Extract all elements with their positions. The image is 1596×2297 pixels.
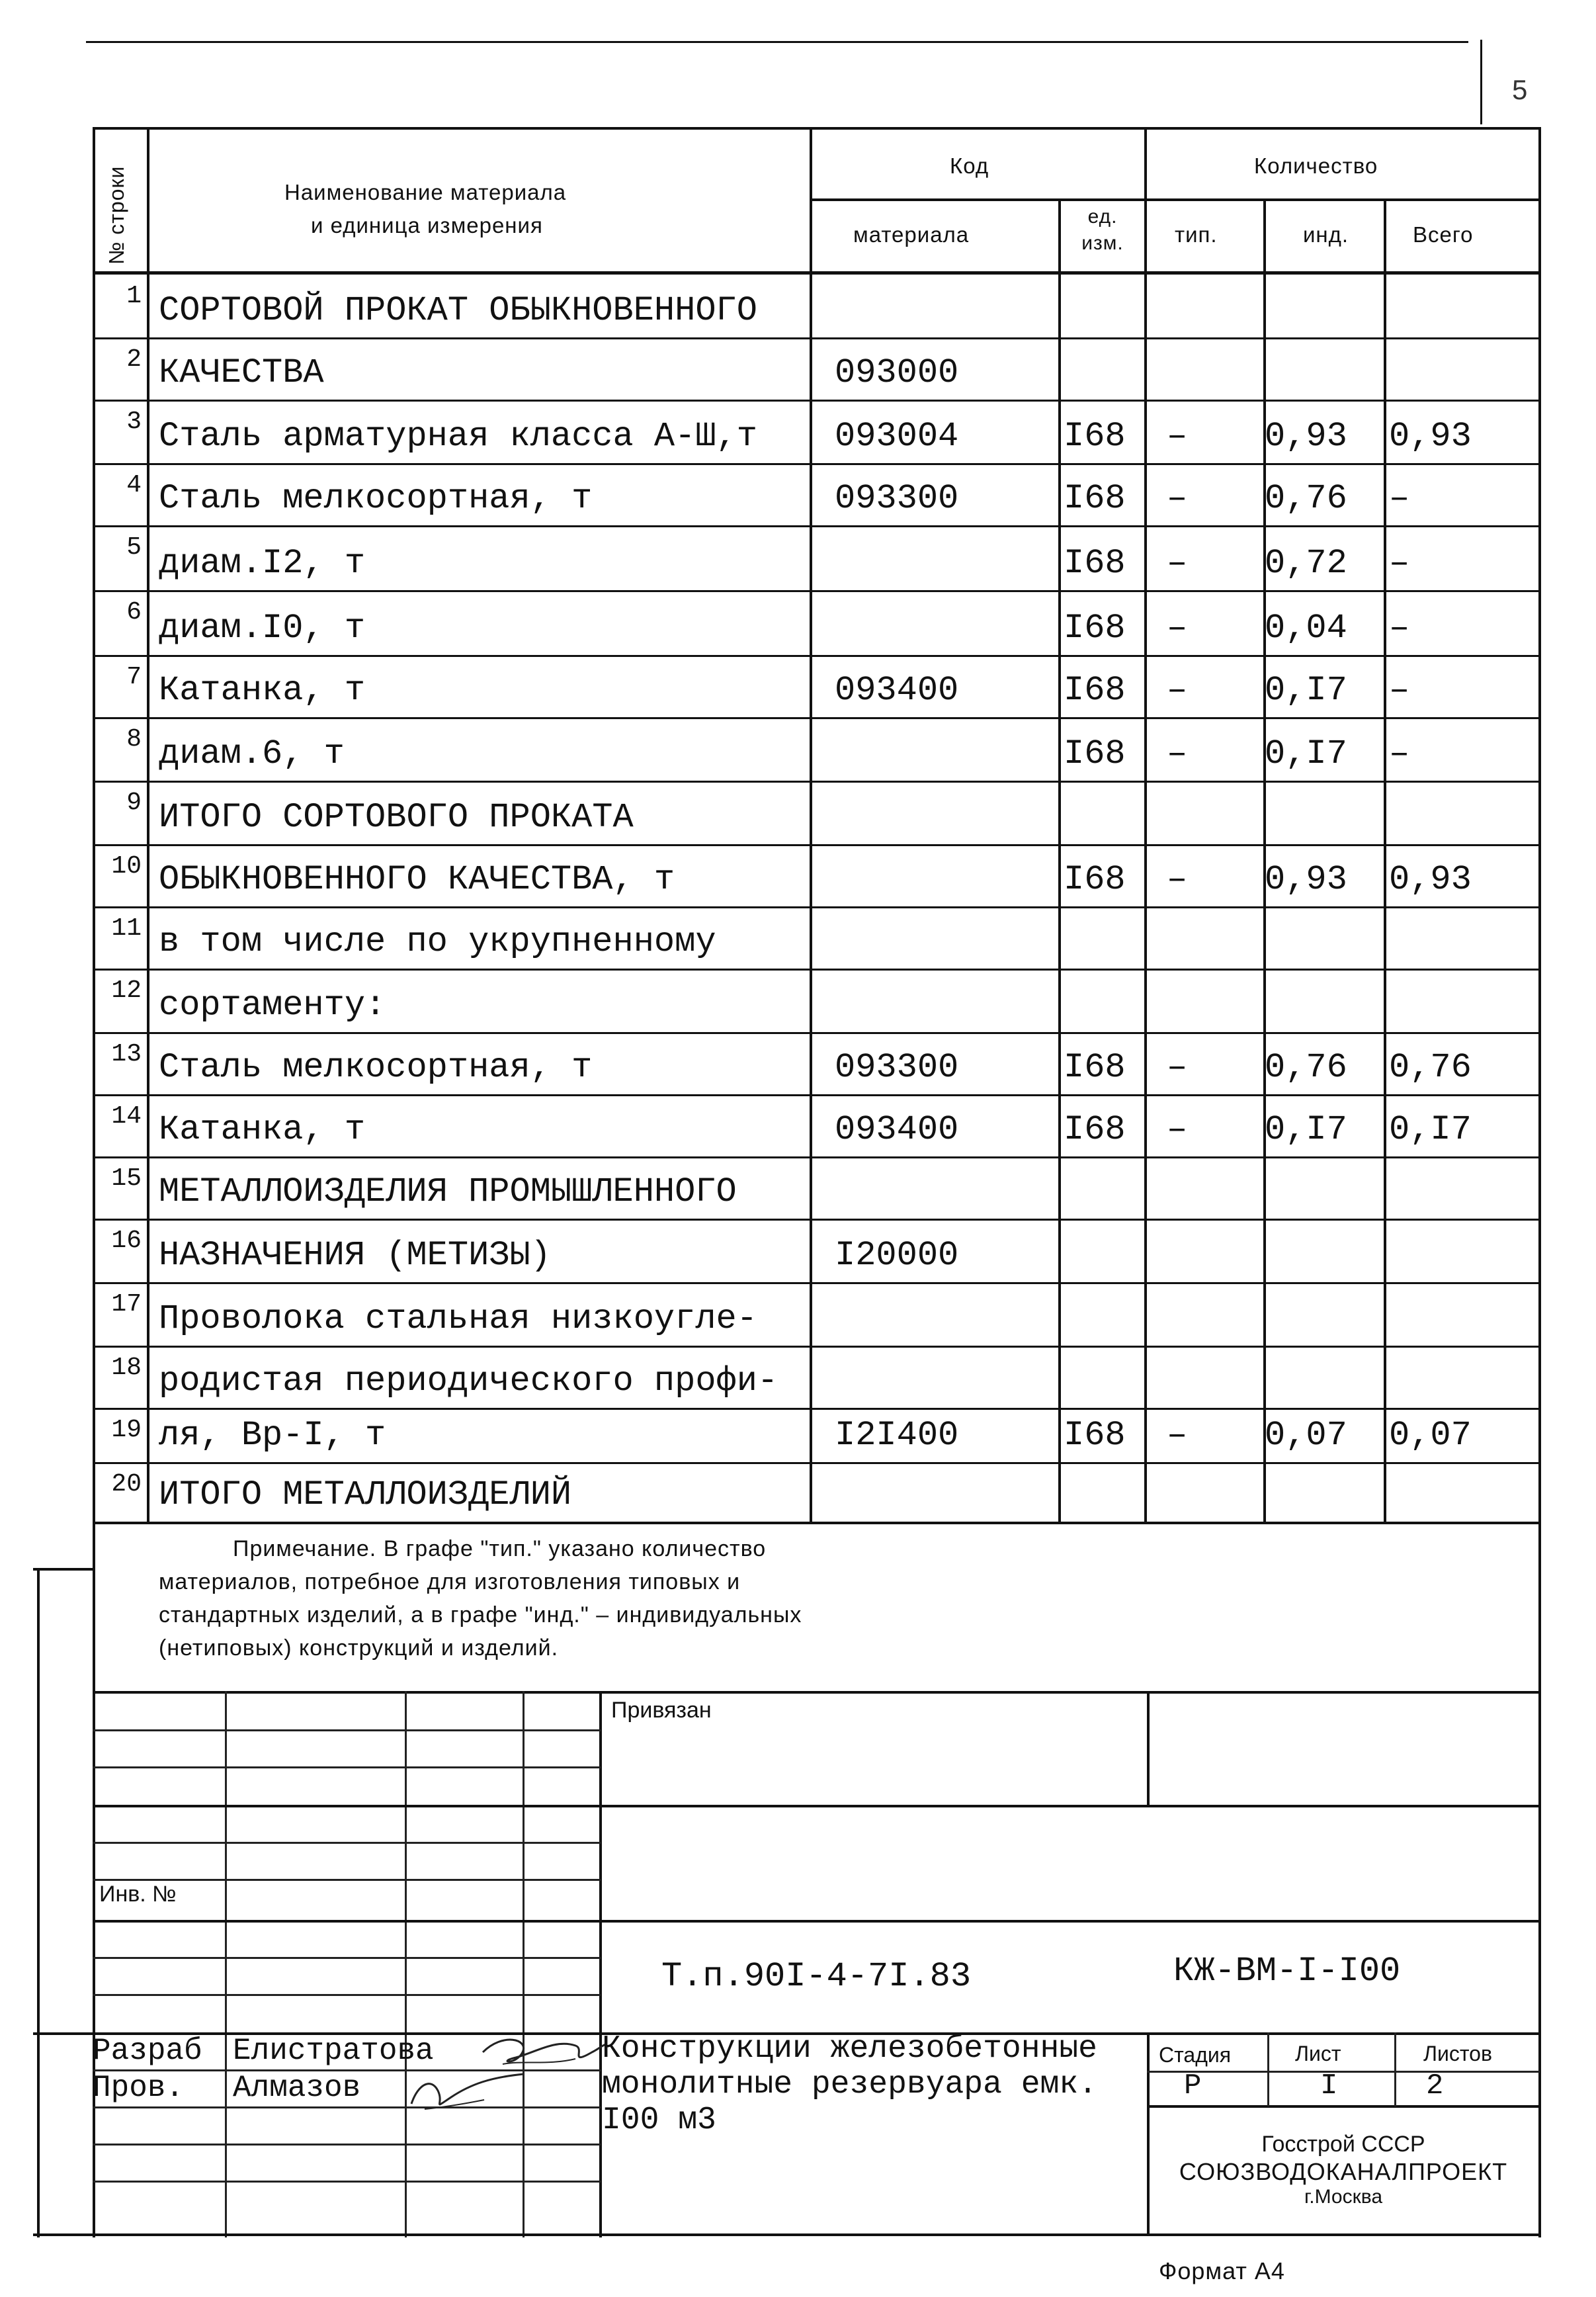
- row-divider: [93, 1408, 1541, 1410]
- row-total: –: [1389, 734, 1410, 773]
- title-line1: Конструкции железобетонные: [602, 2031, 1097, 2067]
- row-number: 7: [126, 663, 142, 691]
- row-unit: I68: [1064, 1110, 1126, 1149]
- developer-role: Разраб: [93, 2034, 202, 2068]
- note-line2: материалов, потребное для изготовления типовых и: [159, 1569, 741, 1594]
- developer-name: Елистратова: [233, 2034, 434, 2068]
- row-unit: I68: [1064, 1416, 1126, 1455]
- row-name: КАЧЕСТВА: [159, 353, 324, 392]
- row-typ: –: [1167, 544, 1188, 583]
- row-divider: [93, 1219, 1541, 1221]
- row-number: 20: [111, 1470, 142, 1498]
- stamp-bottom-line: [93, 2233, 1541, 2236]
- stamp-row-2: [93, 1766, 601, 1768]
- row-code: I2I400: [835, 1416, 959, 1455]
- row-unit: I68: [1064, 417, 1126, 456]
- row-number: 3: [126, 408, 142, 436]
- row-code: 093300: [835, 1048, 959, 1087]
- stage-box-bottom: [1147, 2105, 1540, 2108]
- row-divider: [93, 400, 1541, 402]
- row-name: Катанка, т: [159, 671, 366, 710]
- row-divider: [93, 717, 1541, 719]
- row-number: 15: [111, 1164, 142, 1193]
- stamp-row-6: [93, 1920, 1541, 1923]
- row-total: –: [1389, 671, 1410, 710]
- header-code: Код: [950, 153, 989, 178]
- stage-box-mid: [1147, 2071, 1540, 2073]
- row-name: СОРТОВОЙ ПРОКАТ ОБЫКНОВЕННОГО: [159, 291, 757, 330]
- row-name: диам.6, т: [159, 734, 345, 773]
- header-code-unit: ед. изм.: [1081, 206, 1124, 254]
- header-bottom-line: [93, 271, 1541, 275]
- sheet-value: I: [1320, 2069, 1338, 2102]
- checker-name: Алмазов: [233, 2071, 361, 2105]
- row-total: –: [1389, 609, 1410, 648]
- top-border: [86, 41, 1468, 43]
- row-code: 093004: [835, 417, 959, 456]
- row-number: 13: [111, 1040, 142, 1068]
- row-code: 093400: [835, 671, 959, 710]
- row-name: родистая периодического профи-: [159, 1362, 778, 1401]
- row-number: 16: [111, 1227, 142, 1255]
- left-binding-line: [37, 1569, 40, 2237]
- row-name: диам.I2, т: [159, 544, 366, 583]
- stamp-row-1: [93, 1729, 601, 1731]
- stage-col-1: [1267, 2032, 1269, 2106]
- row-typ: –: [1167, 1416, 1188, 1455]
- row-number: 4: [126, 471, 142, 499]
- checker-role: Пров.: [93, 2071, 185, 2105]
- page-number: 5: [1512, 74, 1528, 105]
- stamp-col-3: [523, 1691, 525, 2237]
- bound-label: Привязан: [611, 1698, 712, 1723]
- row-typ: –: [1167, 671, 1188, 710]
- row-number: 19: [111, 1416, 142, 1444]
- row-name: МЕТАЛЛОИЗДЕЛИЯ ПРОМЫШЛЕННОГО: [159, 1172, 737, 1211]
- row-code: 093400: [835, 1110, 959, 1149]
- header-sub-line: [810, 198, 1540, 201]
- org-line1: Госстрой СССР: [1261, 2132, 1425, 2157]
- row-divider: [93, 590, 1541, 592]
- row-name: ИТОГО МЕТАЛЛОИЗДЕЛИЙ: [159, 1475, 572, 1514]
- sheets-label: Листов: [1423, 2042, 1492, 2065]
- row-typ: –: [1167, 860, 1188, 899]
- row-total: 0,I7: [1389, 1110, 1472, 1149]
- row-name: Сталь мелкосортная, т: [159, 1048, 593, 1087]
- header-code-material: материала: [853, 222, 970, 247]
- row-typ: –: [1167, 1048, 1188, 1087]
- row-number: 8: [126, 725, 142, 754]
- row-number: 1: [126, 282, 142, 310]
- org-line3: г.Москва: [1304, 2186, 1383, 2208]
- row-divider: [93, 1462, 1541, 1464]
- row-number: 14: [111, 1102, 142, 1131]
- sheet-label: Лист: [1295, 2042, 1341, 2065]
- row-divider: [93, 1282, 1541, 1284]
- row-name: ля, Вр-I, т: [159, 1416, 386, 1455]
- row-unit: I68: [1064, 734, 1126, 773]
- col-line-unit: [1144, 127, 1147, 1523]
- header-qty-ind: инд.: [1303, 222, 1349, 247]
- row-name: Сталь мелкосортная, т: [159, 479, 593, 518]
- row-code: I20000: [835, 1236, 959, 1275]
- row-ind: 0,I7: [1265, 734, 1347, 773]
- left-binding-top: [33, 1568, 94, 1571]
- title-line3: I00 м3: [602, 2102, 716, 2138]
- row-number: 5: [126, 533, 142, 562]
- stamp-col-4: [599, 1691, 602, 2237]
- row-ind: 0,07: [1265, 1416, 1347, 1455]
- row-ind: 0,72: [1265, 544, 1347, 583]
- title-line2: монолитные резервуара емк.: [602, 2067, 1097, 2102]
- note-line1: Примечание. В графе "тип." указано количество: [233, 1536, 767, 1561]
- col-line-ind: [1384, 198, 1386, 1523]
- row-divider: [93, 463, 1541, 465]
- row-ind: 0,93: [1265, 417, 1347, 456]
- header-quantity: Количество: [1254, 153, 1378, 178]
- row-total: –: [1389, 479, 1410, 518]
- left-binding-bottom: [33, 2233, 94, 2236]
- row-typ: –: [1167, 609, 1188, 648]
- row-number: 12: [111, 976, 142, 1005]
- row-total: 0,93: [1389, 860, 1472, 899]
- row-number: 17: [111, 1290, 142, 1319]
- stamp-row-4: [93, 1842, 601, 1844]
- row-name: ОБЫКНОВЕННОГО КАЧЕСТВА, т: [159, 860, 675, 899]
- row-name: НАЗНАЧЕНИЯ (МЕТИЗЫ): [159, 1236, 551, 1275]
- header-qty-typ: тип.: [1175, 222, 1218, 247]
- row-typ: –: [1167, 479, 1188, 518]
- row-typ: –: [1167, 417, 1188, 456]
- row-divider: [93, 844, 1541, 846]
- stamp-col-bound: [1147, 1691, 1150, 1806]
- signature-checker: [405, 2071, 530, 2117]
- row-ind: 0,93: [1265, 860, 1347, 899]
- row-divider: [93, 1032, 1541, 1034]
- stamp-row-5: [93, 1879, 601, 1881]
- stamp-col-2: [405, 1691, 407, 2237]
- row-ind: 0,I7: [1265, 671, 1347, 710]
- row-typ: –: [1167, 734, 1188, 773]
- row-divider: [93, 1156, 1541, 1158]
- row-name: диам.I0, т: [159, 609, 366, 648]
- row-ind: 0,76: [1265, 479, 1347, 518]
- row-name: ИТОГО СОРТОВОГО ПРОКАТА: [159, 798, 634, 837]
- col-line-rownum: [147, 127, 149, 1523]
- row-total: 0,93: [1389, 417, 1472, 456]
- note-line4: (нетиповых) конструкций и изделий.: [159, 1635, 559, 1661]
- row-divider: [93, 781, 1541, 783]
- header-row-number: № строки: [105, 165, 128, 265]
- col-line-name: [810, 127, 812, 1523]
- row-number: 2: [126, 345, 142, 374]
- row-ind: 0,76: [1265, 1048, 1347, 1087]
- row-unit: I68: [1064, 544, 1126, 583]
- row-number: 10: [111, 852, 142, 881]
- inv-label: Инв. №: [99, 1882, 177, 1907]
- row-number: 9: [126, 789, 142, 817]
- format-label: Формат А4: [1159, 2257, 1285, 2284]
- doc-code: Т.п.90I-4-7I.83: [661, 1957, 972, 1996]
- row-name: Катанка, т: [159, 1110, 366, 1149]
- row-divider: [93, 337, 1541, 339]
- row-number: 18: [111, 1354, 142, 1382]
- row-total: 0,76: [1389, 1048, 1472, 1087]
- sheet-code: КЖ-ВМ-I-I00: [1173, 1952, 1401, 1991]
- row-code: 093000: [835, 353, 959, 392]
- row-unit: I68: [1064, 671, 1126, 710]
- row-name: в том числе по укрупненному: [159, 922, 716, 961]
- row-divider: [93, 525, 1541, 527]
- row-divider: [93, 1094, 1541, 1096]
- row-ind: 0,04: [1265, 609, 1347, 648]
- row-number: 6: [126, 598, 142, 627]
- note-line3: стандартных изделий, а в графе "инд." – индивидуальных: [159, 1602, 802, 1627]
- stage-col-2: [1394, 2032, 1396, 2106]
- row-unit: I68: [1064, 1048, 1126, 1087]
- page-number-frame: [1480, 40, 1482, 124]
- row-name: сортаменту:: [159, 986, 386, 1025]
- row-divider: [93, 1346, 1541, 1348]
- org-line2: СОЮЗВОДОКАНАЛПРОЕКТ: [1179, 2158, 1508, 2185]
- row-number: 11: [111, 914, 142, 943]
- row-typ: –: [1167, 1110, 1188, 1149]
- col-line-code: [1058, 198, 1061, 1523]
- stamp-col-1: [225, 1691, 227, 2237]
- stamp-row-7: [93, 1957, 601, 1959]
- table-body-bottom: [93, 1522, 1541, 1524]
- stage-value: Р: [1184, 2069, 1202, 2102]
- stamp-top-line: [93, 1691, 1541, 1694]
- row-name: Проволока стальная низкоугле-: [159, 1299, 757, 1338]
- sheets-value: 2: [1426, 2069, 1444, 2102]
- row-name: Сталь арматурная класса А-Ш,т: [159, 417, 757, 456]
- header-name-line1: Наименование материала: [284, 180, 567, 204]
- stage-label: Стадия: [1159, 2043, 1232, 2067]
- row-unit: I68: [1064, 860, 1126, 899]
- row-divider: [93, 906, 1541, 908]
- header-name-line2: и единица измерения: [311, 213, 543, 238]
- stamp-row-12: [93, 2144, 601, 2145]
- row-divider: [93, 655, 1541, 657]
- row-total: –: [1389, 544, 1410, 583]
- row-ind: 0,I7: [1265, 1110, 1347, 1149]
- stamp-row-3: [93, 1805, 1541, 1807]
- stamp-row-13: [93, 2181, 601, 2183]
- stamp-row-8: [93, 1994, 601, 1996]
- row-code: 093300: [835, 479, 959, 518]
- table-top-line: [93, 127, 1541, 130]
- header-qty-total: Всего: [1413, 222, 1474, 247]
- row-unit: I68: [1064, 479, 1126, 518]
- row-divider: [93, 969, 1541, 971]
- row-unit: I68: [1064, 609, 1126, 648]
- row-total: 0,07: [1389, 1416, 1472, 1455]
